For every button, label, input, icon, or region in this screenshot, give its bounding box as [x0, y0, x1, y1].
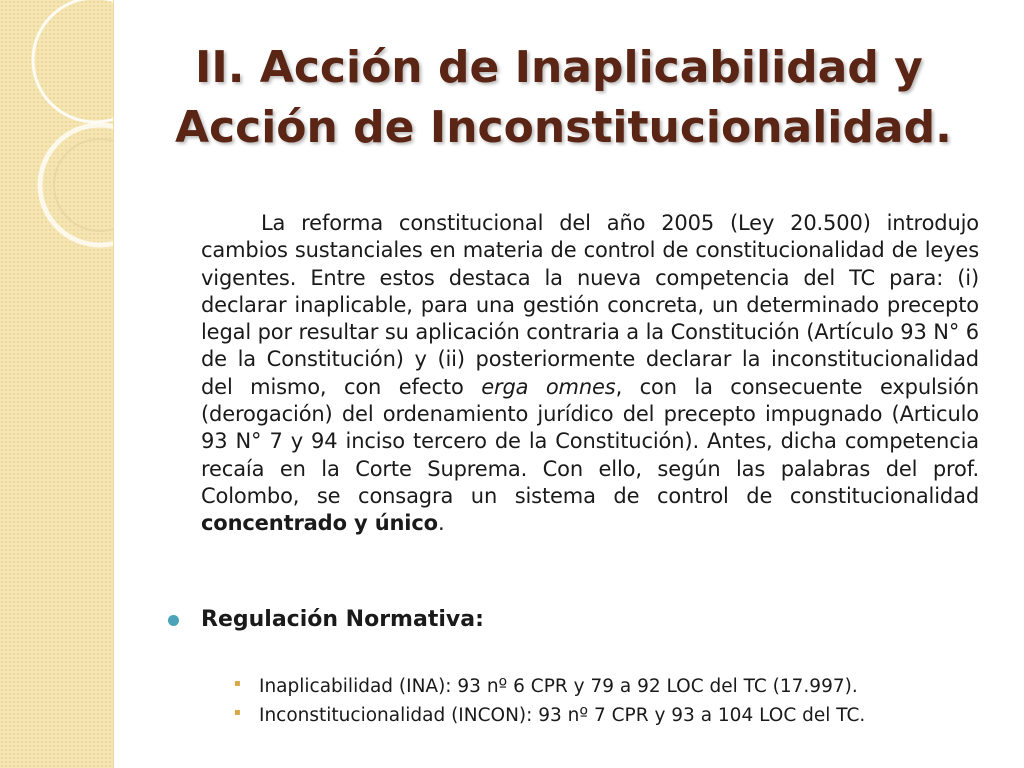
body-italic-term: erga omnes	[481, 374, 616, 399]
body-text-start: La reforma constitucional del año 2005 (Ley 20.500) introdujo cambios sustanciales en materia de control de constitucionalidad de leyes vigentes. Entre estos destaca la nueva competencia del TC para: (i) declarar inaplicable, para una gestión concreta, un determinado precepto legal por resultar su aplicación contraria a la Constitución (Artículo 93 N° 6 de la Constitución) y (ii) posteriormente declarar la inconstitucionalidad del mismo, con efecto	[201, 211, 979, 399]
bullet-dot-icon	[168, 615, 179, 626]
sub-bullet-item	[234, 672, 1004, 701]
sub-bullet-icon: ▪	[234, 707, 241, 718]
decorative-side-strip	[0, 0, 114, 768]
sub-bullet-text: Inaplicabilidad (INA): 93 nº 6 CPR y 79 a 92 LOC del TC (17.997).	[259, 676, 858, 697]
title-line-1: II. Acción de Inaplicabilidad y	[195, 42, 923, 93]
body-paragraph	[201, 210, 979, 538]
title-line-2: Acción de Inconstitucionalidad.	[175, 102, 952, 153]
sub-bullet-item	[234, 701, 1004, 730]
body-text-middle: , con la consecuente expulsión (derogación) del ordenamiento jurídico del precepto impugnado (Articulo 93 N° 7 y 94 inciso tercero de la Constitución). Antes, dicha competencia recaía en la Corte Suprema. Con ello, según las palabras del prof. Colombo, se consagra un sistema de control de constitucionalidad	[201, 374, 979, 508]
sub-bullet-list	[234, 672, 1004, 730]
bullet-heading: Regulación Normativa:	[201, 607, 484, 632]
body-text-end: .	[437, 511, 445, 536]
decorative-circles	[0, 0, 113, 768]
slide-title	[175, 38, 1015, 158]
body-bold-term: concentrado y único	[201, 511, 438, 536]
sub-bullet-icon: ▪	[234, 678, 241, 689]
sub-bullet-text: Inconstitucionalidad (INCON): 93 nº 7 CPR y 93 a 104 LOC del TC.	[259, 705, 866, 726]
